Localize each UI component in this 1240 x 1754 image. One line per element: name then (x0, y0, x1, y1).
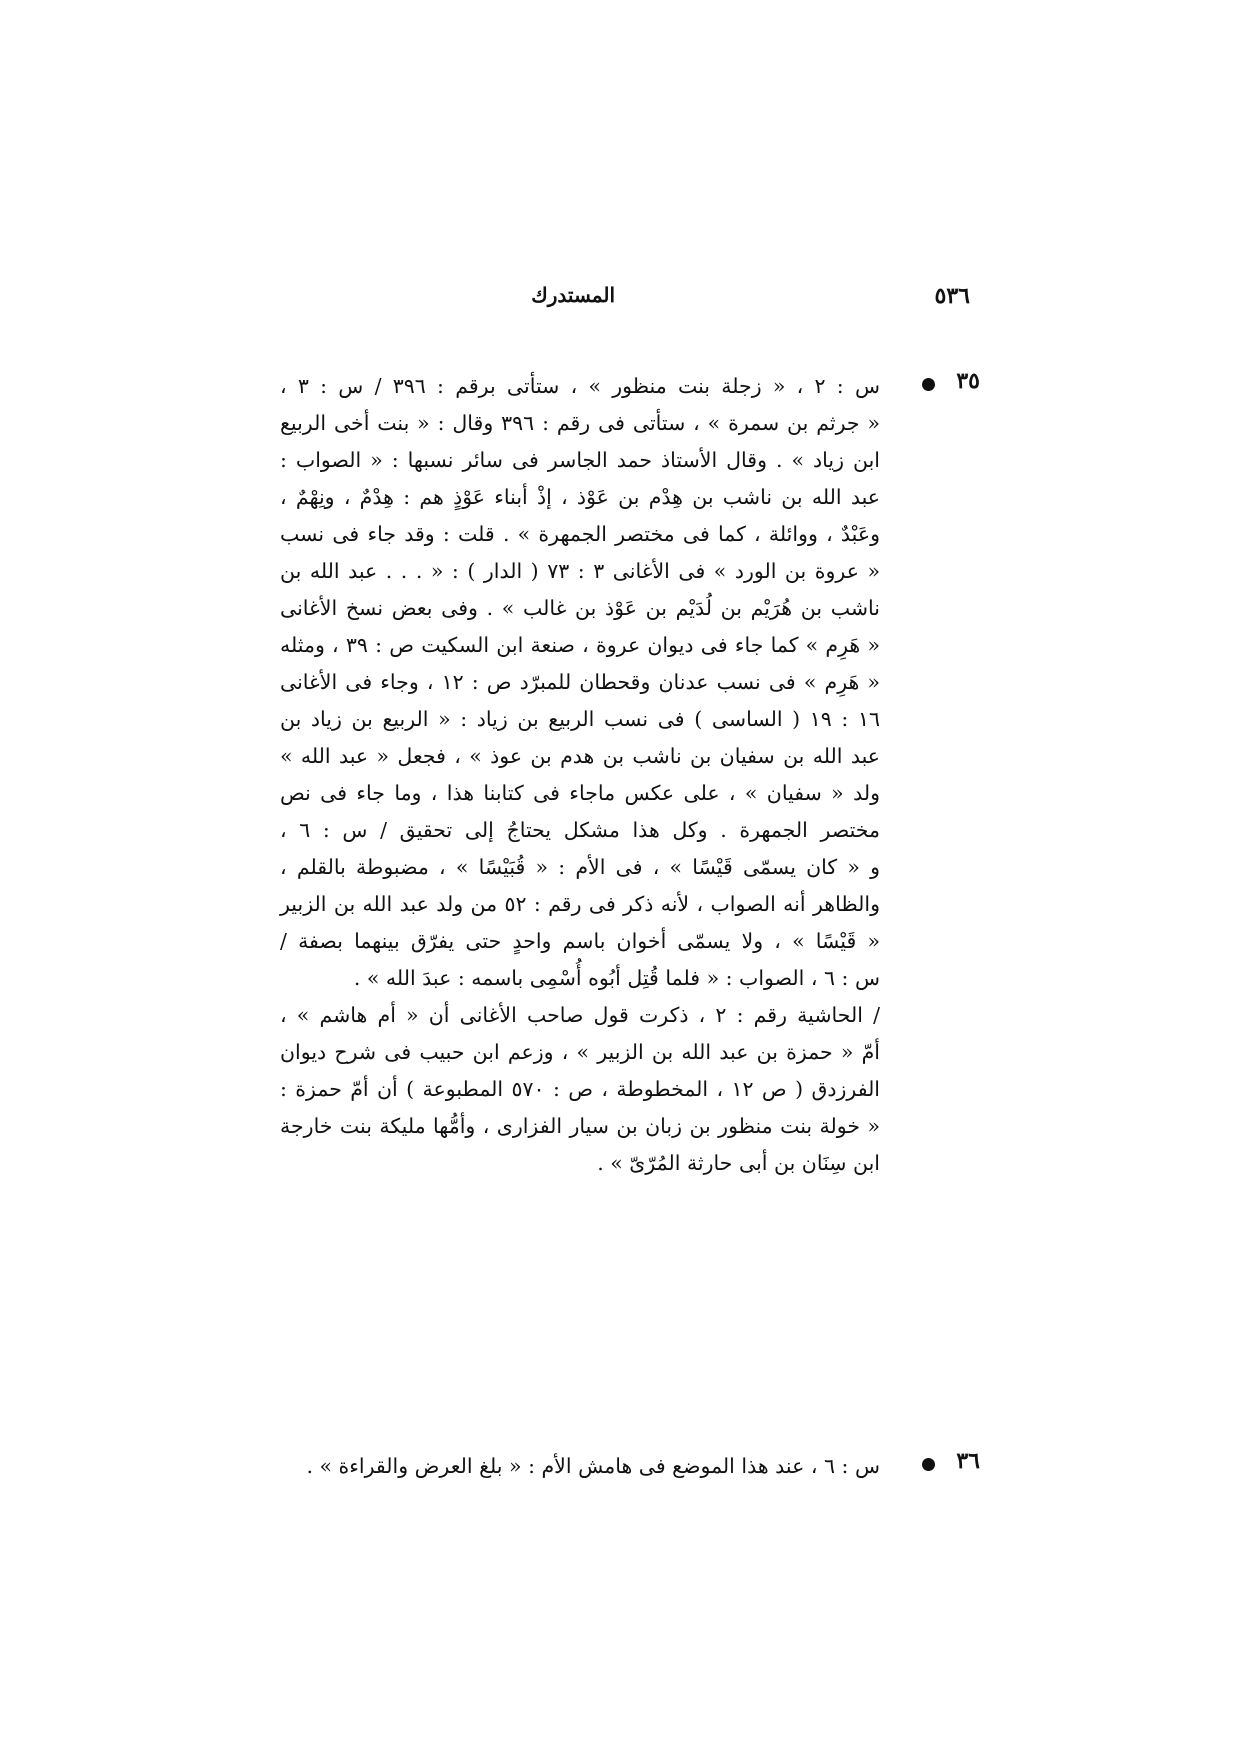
entry-marker (900, 1448, 980, 1484)
text-line: ابن سِنَان بن أبى حارثة المُرّىّ » . (597, 1151, 880, 1175)
page-header (270, 283, 970, 323)
text-line: الفرزدق ( ص ١٢ ، المخطوطة ، ص : ٥٧٠ المطبوعة ) أن أمّ حمزة : (280, 1077, 881, 1101)
text-line: س : ٦ ، الصواب : « فلما قُتِل أبُوه أُسْمِى باسمه : عبدَ الله » . (353, 966, 880, 990)
text-line: ناشب بن هُرَيْم بن لُدَيْم بن عَوْذ بن غالب » . وفى بعض نسخ الأغانى (280, 596, 880, 620)
entry-number: ٣٦ (956, 1448, 980, 1474)
text-line: « جرثم بن سمرة » ، ستأتى فى رقم : ٣٩٦ وقال : « بنت أخى الربيع (280, 411, 881, 435)
bullet-icon (922, 1458, 935, 1471)
running-title: المستدرك (531, 283, 615, 307)
text-line: مختصر الجمهرة . وكل هذا مشكل يحتاجُ إلى تحقيق / س : ٦ ، (280, 818, 880, 842)
text-line: / الحاشية رقم : ٢ ، ذكرت قول صاحب الأغانى أن « أم هاشم » ، (280, 1003, 880, 1027)
text-line: و « كان يسمّى قَيْسًا » ، فى الأم : « قُبَيْسًا » ، مضبوطة بالقلم ، (280, 855, 880, 879)
text-line: س : ٢ ، « زجلة بنت منظور » ، ستأتى برقم : ٣٩٦ / س : ٣ ، (280, 374, 880, 398)
text-line: والظاهر أنه الصواب ، لأنه ذكر فى رقم : ٥٢ من ولد عبد الله بن الزبير (280, 892, 880, 916)
entry-text (280, 1448, 880, 1485)
text-line: « خولة بنت منظور بن زبان بن سيار الفزارى ، وأمُّها مليكة بنت خارجة (280, 1114, 880, 1138)
text-line: س : ٦ ، عند هذا الموضع فى هامش الأم : « بلغ العرض والقراءة » . (306, 1454, 880, 1478)
text-line: « هَرِم » فى نسب عدنان وقحطان للمبرّد ص : ١٢ ، وجاء فى الأغانى (280, 670, 880, 694)
text-line: أمّ « حمزة بن عبد الله بن الزبير » ، وزعم ابن حبيب فى شرح ديوان (280, 1040, 880, 1064)
entry-number: ٣٥ (956, 368, 980, 394)
text-line: عبد الله بن ناشب بن هِدْم بن عَوْذ ، إذْ أبناء عَوْذٍ هم : هِدْمٌ ، ونِهْمٌ ، (280, 485, 880, 509)
text-line: ولد « سفيان » ، على عكس ماجاء فى كتابنا هذا ، وما جاء فى نص (280, 781, 880, 805)
text-line: « قَيْسًا » ، ولا يسمّى أخوان باسم واحدٍ حتى يفرّق بينهما بصفة / (280, 929, 880, 953)
entry-text (280, 368, 880, 1182)
text-line: وعَبْدٌ ، ووائلة ، كما فى مختصر الجمهرة » . قلت : وقد جاء فى نسب (280, 522, 880, 546)
page-number: ٥٣٦ (934, 283, 970, 309)
entry-marker (900, 368, 980, 404)
text-line: ١٦ : ١٩ ( الساسى ) فى نسب الربيع بن زياد : « الربيع بن زياد بن (280, 707, 880, 731)
text-line: « هَرِم » كما جاء فى ديوان عروة ، صنعة ابن السكيت ص : ٣٩ ، ومثله (280, 633, 880, 657)
bullet-icon (922, 378, 935, 391)
text-line: عبد الله بن سفيان بن ناشب بن هدم بن عوذ » ، فجعل « عبد الله » (280, 744, 880, 768)
text-line: « عروة بن الورد » فى الأغانى ٣ : ٧٣ ( الدار ) : « . . . عبد الله بن (280, 559, 880, 583)
text-line: ابن زياد » . وقال الأستاذ حمد الجاسر فى سائر نسبها : « الصواب : (280, 448, 880, 472)
